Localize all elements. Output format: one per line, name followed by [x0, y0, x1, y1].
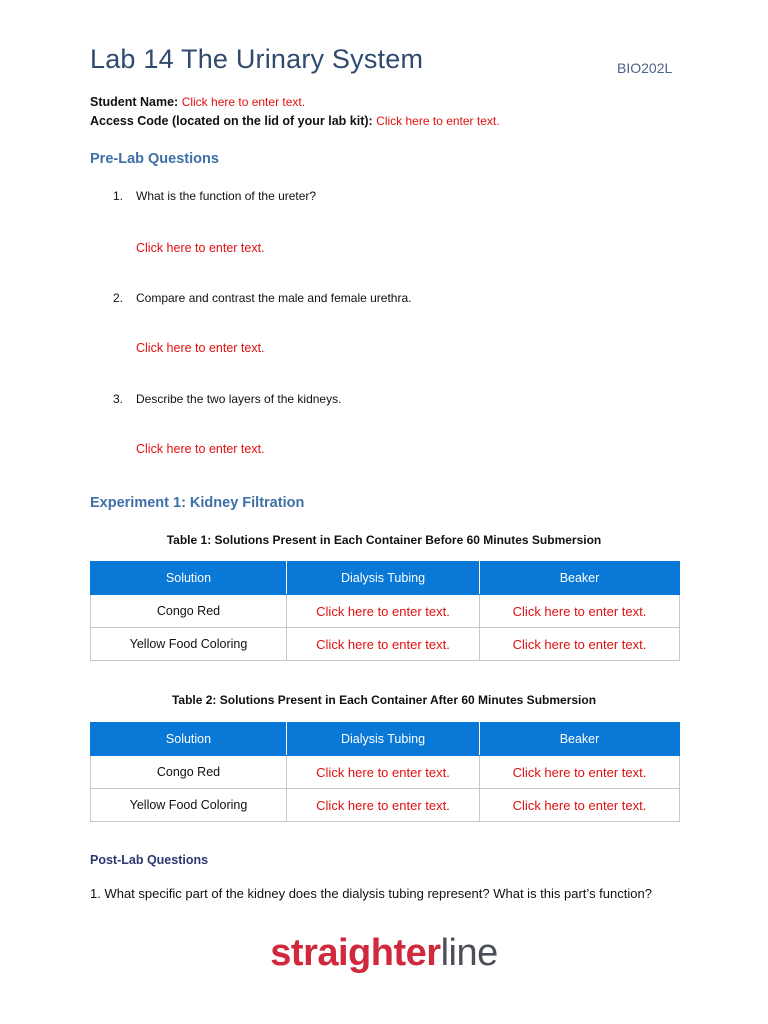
- prelab-question-3: [113, 392, 341, 406]
- prelab-answer-3-field[interactable]: Click here to enter text.: [136, 442, 265, 456]
- page-title: Lab 14 The Urinary System: [90, 44, 424, 74]
- dialysis-tubing-field[interactable]: Click here to enter text.: [287, 595, 480, 628]
- solution-cell: Congo Red: [91, 756, 287, 789]
- question-number: 2.: [113, 291, 124, 305]
- beaker-field[interactable]: Click here to enter text.: [480, 628, 680, 661]
- logo-text-line: line: [440, 932, 498, 974]
- dialysis-tubing-field[interactable]: Click here to enter text.: [287, 789, 480, 822]
- table-header-row: [91, 562, 680, 595]
- table-2: [90, 722, 680, 822]
- dialysis-tubing-field[interactable]: Click here to enter text.: [287, 628, 480, 661]
- prelab-answer-2-field[interactable]: Click here to enter text.: [136, 341, 265, 355]
- table-row: [91, 628, 680, 661]
- logo-text-straighter: straighter: [270, 932, 441, 974]
- beaker-field[interactable]: Click here to enter text.: [480, 789, 680, 822]
- question-text: Compare and contrast the male and female urethra.: [136, 291, 412, 305]
- beaker-field[interactable]: Click here to enter text.: [480, 595, 680, 628]
- solution-cell: Yellow Food Coloring: [91, 628, 287, 661]
- column-header-beaker: Beaker: [480, 562, 680, 595]
- prelab-question-2: [113, 291, 411, 305]
- table-1: [90, 561, 680, 661]
- prelab-heading: Pre-Lab Questions: [90, 151, 219, 167]
- course-code: BIO202L: [617, 60, 673, 76]
- dialysis-tubing-field[interactable]: Click here to enter text.: [287, 756, 480, 789]
- student-name-field[interactable]: Click here to enter text.: [181, 95, 306, 109]
- table-row: [91, 756, 680, 789]
- question-number: 1.: [113, 189, 124, 203]
- solution-cell: Yellow Food Coloring: [91, 789, 287, 822]
- experiment-1-heading: Experiment 1: Kidney Filtration: [90, 495, 305, 511]
- table-row: [91, 789, 680, 822]
- prelab-question-1: [113, 189, 316, 203]
- table-1-caption: Table 1: Solutions Present in Each Container Before 60 Minutes Submersion: [166, 533, 602, 547]
- column-header-beaker: Beaker: [480, 723, 680, 756]
- student-name-line: [90, 95, 305, 109]
- column-header-dialysis-tubing: Dialysis Tubing: [287, 723, 480, 756]
- beaker-field[interactable]: Click here to enter text.: [480, 756, 680, 789]
- student-name-label: Student Name:: [90, 95, 179, 109]
- access-code-label: Access Code (located on the lid of your lab kit):: [90, 114, 373, 128]
- question-text: What is the function of the ureter?: [136, 189, 317, 203]
- column-header-solution: Solution: [91, 723, 287, 756]
- straighterline-logo: [0, 932, 768, 975]
- column-header-solution: Solution: [91, 562, 287, 595]
- question-text: Describe the two layers of the kidneys.: [136, 392, 342, 406]
- table-row: [91, 595, 680, 628]
- postlab-question-1: 1. What specific part of the kidney does the dialysis tubing represent? What is this part’s function?: [90, 886, 652, 901]
- table-2-caption: Table 2: Solutions Present in Each Container After 60 Minutes Submersion: [171, 693, 597, 707]
- column-header-dialysis-tubing: Dialysis Tubing: [287, 562, 480, 595]
- solution-cell: Congo Red: [91, 595, 287, 628]
- access-code-field[interactable]: Click here to enter text.: [376, 114, 500, 128]
- prelab-answer-1-field[interactable]: Click here to enter text.: [136, 241, 265, 255]
- postlab-heading: Post-Lab Questions: [90, 853, 209, 867]
- table-header-row: [91, 723, 680, 756]
- question-number: 3.: [113, 392, 124, 406]
- access-code-line: [90, 114, 500, 128]
